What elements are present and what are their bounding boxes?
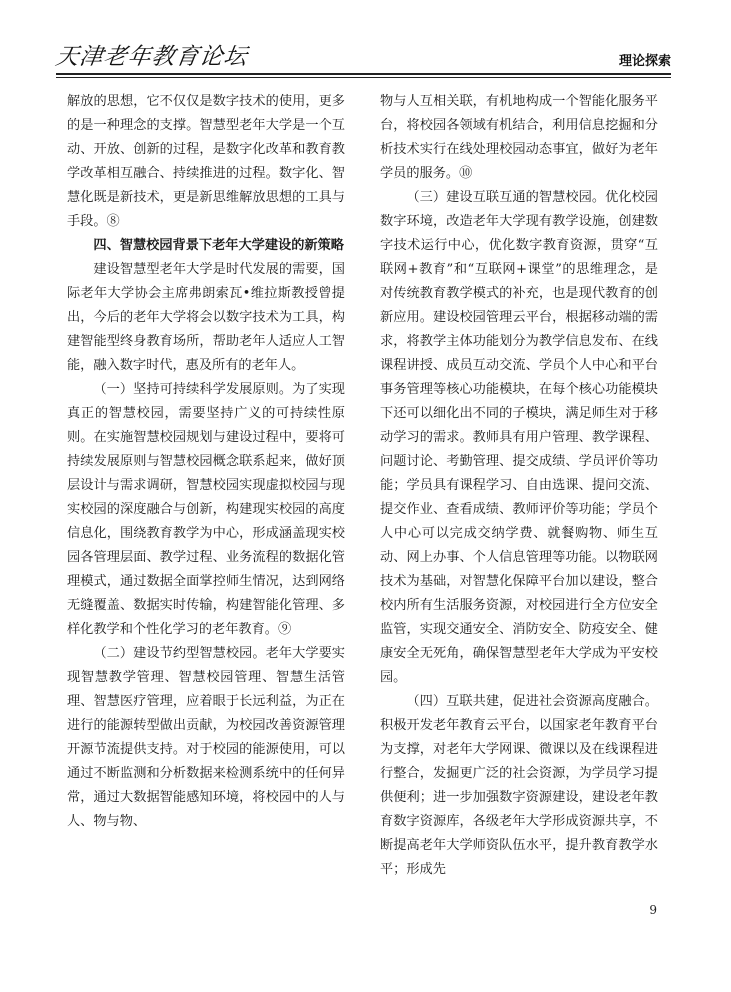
header-rule [56, 73, 671, 75]
page-header [0, 0, 731, 80]
left-column [67, 90, 345, 834]
header-rule-thin [56, 77, 671, 78]
paragraph: （三）建设互联互通的智慧校园。优化校园数字环境，改造老年大学现有教学设施，创建数字技术运行中心，优化数字教育资源，贯穿“互联网+教育”和“互联网+课堂”的思维理念，是对传统教育教学模式的补充，也是现代教育的创新应用。建设校园管理云平台，根据移动端的需求，将教学主体功能划分为教学信息发布、在线课程讲授、成员互动交流、学员个人中心和平台事务管理等核心功能模块，在每个核心功能模块下还可以细化出不同的子模块，满足师生对于移动学习的需求。教师具有用户管理、教学课程、问题讨论、考勤管理、提交成绩、学员评价等功能；学员具有课程学习、自由选课、提问交流、提交作业、查看成绩、教师评价等功能；学员个人中心可以完成交纳学费、就餐购物、师生互动、网上办事、个人信息管理等功能。以物联网技术为基础，对智慧化保障平台加以建设，整合校内所有生活服务资源，对校园进行全方位安全监管，实现交通安全、消防安全、防疫安全、健康安全无死角，确保智慧型老年大学成为平安校园。 [380, 190, 658, 685]
paragraph: 物与人互相关联，有机地构成一个智能化服务平台，将校园各领域有机结合，利用信息挖掘和分析技术实行在线处理校园动态事宜，做好为老年学员的服务。⑩ [380, 94, 658, 181]
paragraph: 建设智慧型老年大学是时代发展的需要，国际老年大学协会主席弗朗索瓦•维拉斯教授曾提出，今后的老年大学将会以数字技术为工具，构建智能型终身教育场所，帮助老年人适应人工智能，融入数字时代，惠及所有的老年人。 [67, 262, 345, 373]
paragraph: 解放的思想，它不仅仅是数字技术的使用，更多的是一种理念的支撑。智慧型老年大学是一个互动、开放、创新的过程，是数字化改革和教育教学改革相互融合、持续推进的过程。数字化、智慧化既是新技术，更是新思维解放思想的工具与手段。⑧ [67, 94, 345, 229]
paragraph: （四）互联共建，促进社会资源高度融合。积极开发老年教育云平台，以国家老年教育平台为支撑，对老年大学网课、微课以及在线课程进行整合，发掘更广泛的社会资源，为学员学习提供便利；进一步加强数字资源建设，建设老年教育数字资源库，各级老年大学形成资源共享，不断提高老年大学师资队伍水平，提升教育教学水平；形成先 [380, 694, 658, 877]
page-number: 9 [649, 903, 657, 917]
paragraph: （一）坚持可持续科学发展原则。为了实现真正的智慧校园，需要坚持广义的可持续性原则。在实施智慧校园规划与建设过程中，要将可持续发展原则与智慧校园概念联系起来，做好顶层设计与需求调研，智慧校园实现虚拟校园与现实校园的深度融合与创新，构建现实校园的高度信息化，围绕教育教学为中心，形成涵盖现实校园各管理层面、教学过程、业务流程的数据化管理模式，通过数据全面掌控师生情况，达到网络无缝覆盖、数据实时传输，构建智能化管理、多样化教学和个性化学习的老年教育。⑨ [67, 382, 345, 637]
section-heading: 四、智慧校园背景下老年大学建设的新策略 [93, 238, 344, 253]
paragraph: （二）建设节约型智慧校园。老年大学要实现智慧教学管理、智慧校园管理、智慧生活管理、智慧医疗管理，应着眼于长远利益，为正在进行的能源转型做出贡献，为校园改善资源管理开源节流提供支持。对于校园的能源使用，可以通过不断监测和分析数据来检测系统中的任何异常，通过大数据智能感知环境，将校园中的人与人、物与物、 [67, 646, 345, 829]
journal-logo: 天津老年教育论坛 [53, 44, 250, 70]
section-label: 理论探索 [618, 54, 671, 69]
right-column [380, 90, 658, 882]
